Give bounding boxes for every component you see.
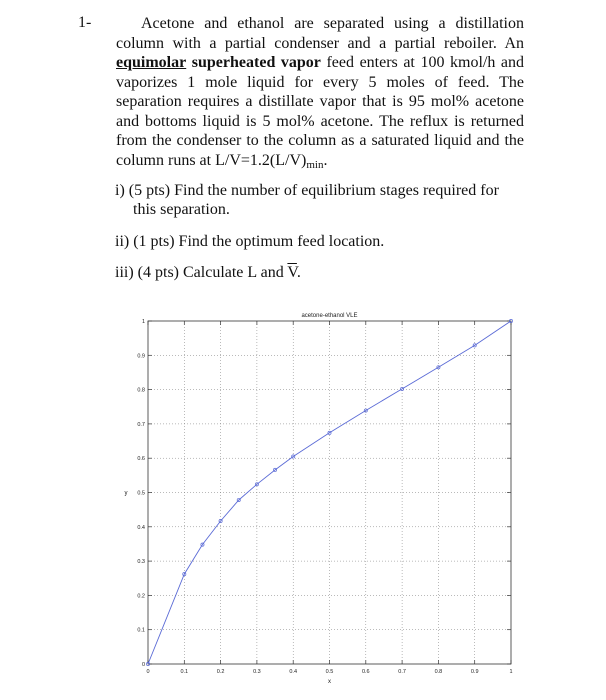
chart-title: acetone-ethanol VLE (301, 313, 358, 319)
y-tick-label: 1 (141, 319, 145, 325)
question-1-line2: this separation. (133, 201, 230, 218)
x-tick-label: 0.6 (361, 669, 370, 675)
equimolar-text: equimolar (116, 54, 187, 71)
question-2: ii) (1 pts) Find the optimum feed location. (115, 233, 385, 250)
y-tick-label: 0.4 (137, 524, 145, 531)
min-subscript: min (306, 158, 324, 171)
paragraph-part2: feed enters at 100 kmol/h and vaporizes 1 mole liquid for every 5 moles of feed. The separation requires a distillate vapor that is 95 mol% acetone and bottoms liquid is 5 mol% acetone. The reflux is returned from the condenser to the column as a saturated liquid and the column runs at L/V=1.2(L/V) (116, 54, 524, 169)
y-tick-label: 0.8 (137, 387, 145, 394)
question-1-line1: i) (5 pts) Find the number of equilibrium stages required for (115, 182, 499, 199)
x-tick-label: 0.5 (325, 669, 334, 675)
y-tick-label: 0.6 (137, 456, 145, 463)
y-tick-label: 0 (141, 662, 145, 668)
question-3-text: iii) (4 pts) Calculate L and (115, 264, 284, 281)
y-tick-label: 0.3 (137, 559, 145, 566)
x-tick-label: 1 (509, 669, 513, 675)
y-tick-label: 0.7 (137, 421, 145, 428)
v-bar-symbol: $\overline{V}$ (287, 264, 297, 281)
question-3-end: . (296, 264, 301, 281)
x-tick-label: 0.2 (216, 669, 225, 675)
x-tick-label: 0.8 (434, 669, 443, 675)
x-tick-label: 0.4 (289, 669, 298, 675)
superheated-vapor-text: superheated vapor (191, 54, 321, 71)
x-axis-label: x (328, 679, 331, 685)
x-tick-label: 0.9 (470, 669, 479, 675)
x-tick-label: 0.1 (180, 669, 189, 675)
paragraph-end: . (323, 151, 328, 169)
x-tick-label: 0 (146, 669, 150, 675)
x-tick-label: 0.3 (253, 669, 261, 675)
paragraph-part1: Acetone and ethanol are separated using a distillation column with a partial condenser and a partial reboiler. An (116, 15, 524, 52)
y-tick-label: 0.2 (137, 593, 145, 600)
y-tick-label: 0.9 (137, 353, 145, 360)
problem-number: 1- (78, 14, 92, 31)
y-tick-label: 0.1 (137, 627, 145, 634)
y-tick-label: 0.5 (137, 490, 145, 497)
x-tick-label: 0.7 (398, 669, 406, 675)
y-axis-label: y (124, 490, 128, 497)
